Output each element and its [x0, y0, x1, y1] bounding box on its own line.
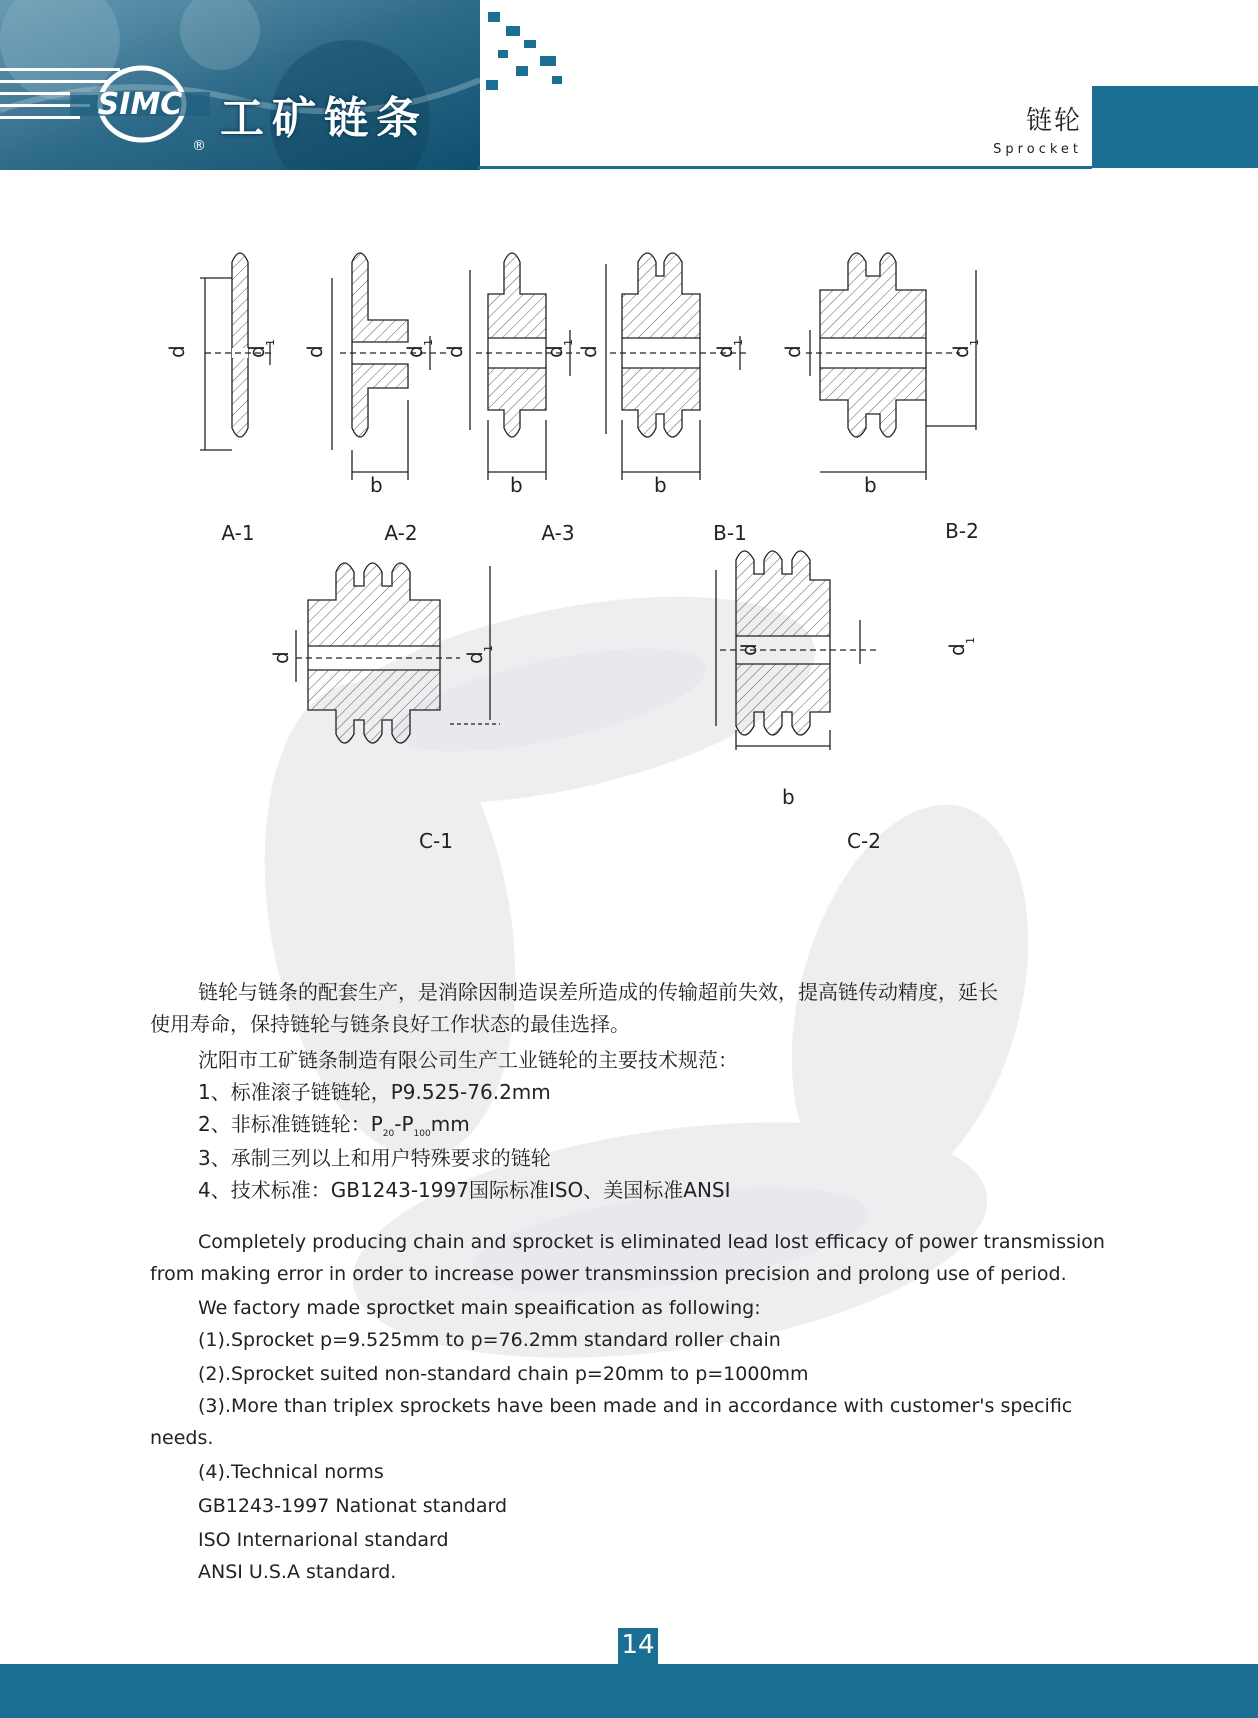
diagram-a3 — [470, 253, 580, 480]
simc-logo — [70, 62, 210, 152]
decor-square — [540, 56, 556, 66]
footer-bar — [0, 1664, 1258, 1718]
dim-d-label: d — [165, 345, 189, 358]
dim-d1-sub: 1 — [264, 339, 277, 346]
dim-d-label: d — [781, 345, 805, 358]
sprocket-diagrams — [160, 250, 1100, 860]
zh-item2-mid: -P — [394, 1112, 414, 1136]
dim-d1-sub: 1 — [482, 645, 495, 652]
diagram-a2 — [332, 253, 450, 480]
en-para2: We factory made sproctket main speaification as following: — [198, 1297, 761, 1319]
dim-d1-sub: 1 — [732, 339, 745, 346]
en-item3-line1: (3).More than triplex sprockets have been made and in accordance with customer's specific — [198, 1395, 1073, 1417]
dim-d-label: d — [303, 345, 327, 358]
figure-label-a2: A-2 — [384, 521, 418, 545]
figure-label-a3: A-3 — [541, 521, 575, 545]
dim-d1-label: d — [945, 643, 969, 656]
diagram-b2 — [806, 253, 976, 480]
en-para1-line1: Completely producing chain and sprocket is eliminated lead lost efficacy of power transmission — [198, 1231, 1105, 1253]
dim-d-label: d — [443, 345, 467, 358]
en-item1: (1).Sprocket p=9.525mm to p=76.2mm standard roller chain — [198, 1329, 781, 1351]
zh-item2-suffix: mm — [430, 1112, 470, 1136]
brand-name: 工矿链条 — [220, 93, 428, 144]
zh-item2-sub2: 100 — [413, 1129, 431, 1139]
zh-item2-sub1: 20 — [382, 1129, 395, 1139]
dim-d1-sub: 1 — [964, 637, 977, 644]
en-item3-line2: needs. — [150, 1427, 214, 1449]
decor-square — [516, 66, 528, 76]
figure-label-c1: C-1 — [419, 829, 453, 853]
dim-b-label: b — [370, 473, 383, 497]
zh-para2: 沈阳市工矿链条制造有限公司生产工业链轮的主要技术规范： — [198, 1048, 738, 1072]
section-title-en: Sprocket — [993, 142, 1082, 157]
decor-square — [524, 40, 536, 48]
dim-d-label: d — [269, 651, 293, 664]
header-divider — [478, 166, 1092, 169]
en-item4-b: ISO Internarional standard — [198, 1529, 449, 1551]
logo-text: SIMC — [97, 87, 183, 122]
dim-b-label: b — [782, 785, 795, 809]
figure-label-b2: B-2 — [945, 519, 979, 543]
dim-b-label: b — [864, 473, 877, 497]
zh-item1: 1、标准滚子链链轮，P9.525-76.2mm — [198, 1080, 551, 1104]
dim-d1-label: d — [543, 345, 567, 358]
registered-mark: ® — [192, 138, 206, 152]
zh-item2-prefix: 2、非标准链链轮：P — [198, 1112, 383, 1136]
zh-para1-line1: 链轮与链条的配套生产，是消除因制造误差所造成的传输超前失效，提高链传动精度，延长 — [198, 980, 998, 1004]
dim-d1-label: d — [713, 345, 737, 358]
section-title-zh: 链轮 — [1025, 106, 1082, 136]
dim-d-label: d — [737, 643, 761, 656]
dim-d1-sub: 1 — [968, 339, 981, 346]
figure-label-b1: B-1 — [713, 521, 747, 545]
dim-b-label: b — [654, 473, 667, 497]
zh-item3: 3、承制三列以上和用户特殊要求的链轮 — [198, 1146, 551, 1170]
figure-label-c2: C-2 — [847, 829, 881, 853]
en-item2: (2).Sprocket suited non-standard chain p=20mm to p=1000mm — [198, 1363, 809, 1385]
decor-square — [498, 50, 508, 58]
header-accent-block — [1092, 86, 1258, 168]
zh-para1-line2: 使用寿命，保持链轮与链条良好工作状态的最佳选择。 — [150, 1012, 630, 1036]
decor-square — [488, 12, 500, 22]
dim-d1-sub: 1 — [422, 339, 435, 346]
dim-d1-label: d — [245, 345, 269, 358]
en-item4-a: GB1243-1997 Nationat standard — [198, 1495, 508, 1517]
dim-b-label: b — [510, 473, 523, 497]
dim-d1-label: d — [949, 345, 973, 358]
page-number: 14 — [621, 1630, 655, 1660]
zh-item4: 4、技术标准：GB1243-1997国际标准ISO、美国标准ANSI — [198, 1178, 731, 1202]
en-para1-line2: from making error in order to increase power transminssion precision and prolong use of period. — [150, 1263, 1067, 1285]
decor-square — [506, 26, 520, 36]
dim-d1-label: d — [403, 345, 427, 358]
en-item4: (4).Technical norms — [198, 1461, 384, 1483]
dim-d1-label: d — [463, 651, 487, 664]
dim-d-label: d — [577, 345, 601, 358]
decor-square — [552, 76, 562, 84]
en-item4-c: ANSI U.S.A standard. — [198, 1561, 397, 1583]
decor-square — [486, 80, 498, 90]
diagram-b1 — [606, 253, 750, 480]
dim-d1-sub: 1 — [562, 339, 575, 346]
figure-label-a1: A-1 — [221, 521, 255, 545]
